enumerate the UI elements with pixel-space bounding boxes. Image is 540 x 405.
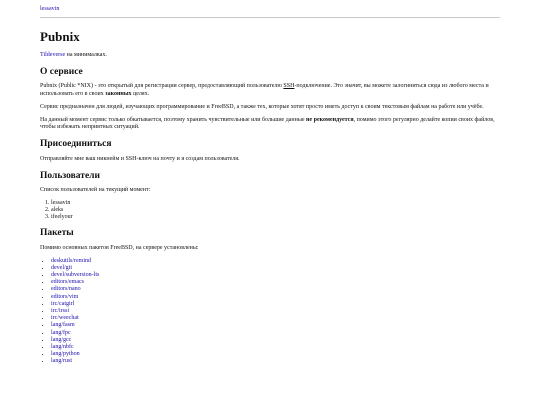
join-text: Отправляйте мне ваш никнейм и SSH-ключ на почту и я создам пользователя. [40, 155, 240, 162]
package-item [51, 294, 500, 301]
about-heading: О сервисе [40, 66, 83, 77]
package-item [51, 265, 500, 272]
package-link[interactable]: irc/catgirl [51, 300, 75, 307]
package-link[interactable]: lang/fpc [51, 329, 71, 336]
about-paragraph-1 [40, 83, 500, 99]
package-link[interactable]: editors/nano [51, 286, 81, 293]
about-p1-part-b: -подключение. Это значит, вы можете залогиниться сюда из любого места и использовать его в своих [40, 83, 489, 98]
tildeverse-link[interactable]: Tildeverse [40, 52, 66, 58]
package-link[interactable]: devel/subversion-lts [51, 272, 100, 279]
package-item [51, 286, 500, 293]
users-heading: Пользователи [40, 170, 100, 181]
package-item [51, 301, 500, 308]
package-item [51, 322, 500, 329]
package-link[interactable]: lang/nbfc [51, 343, 74, 350]
ssh-abbr: SSH [283, 83, 295, 90]
about-p1-part-a: Pubnix (Public *NIX) - это открытый для регистрации сервер, предоставляющий пользователю [40, 83, 284, 90]
intro-rest: на минималках. [65, 52, 107, 58]
package-item [51, 308, 500, 315]
header-divider [40, 17, 500, 18]
package-link[interactable]: devel/git [51, 264, 72, 271]
package-link[interactable]: irc/irssi [51, 308, 69, 315]
packages-text: Помимо основных пакетов FreeBSD, на сервере установлены: [40, 244, 199, 251]
packages-heading: Пакеты [40, 228, 74, 239]
package-link[interactable]: deskutils/remind [51, 257, 91, 264]
package-link[interactable]: lang/gcc [51, 336, 72, 343]
page-content [40, 6, 500, 372]
join-heading: Присоединиться [40, 139, 112, 150]
about-paragraph-3 [40, 117, 500, 133]
package-item [51, 315, 500, 322]
package-link[interactable]: editors/emacs [51, 279, 84, 286]
package-item [51, 358, 500, 365]
about-p3-bold: не рекомендуется [306, 116, 354, 123]
package-item [51, 351, 500, 358]
packages-list [40, 258, 500, 366]
users-list [40, 200, 500, 222]
home-link[interactable]: lessavin [40, 6, 60, 12]
about-paragraph-2: Сервис предназначен для людей, изучающих программирование и FreeBSD, а также тех, которые хотят просто иметь доступ к своим текстовым файлам на работе или учёбе. [40, 103, 484, 110]
top-nav [40, 6, 500, 15]
package-link[interactable]: lang/python [51, 351, 80, 358]
about-p1-part-c: целях. [131, 91, 150, 98]
package-link[interactable]: irc/weechat [51, 315, 79, 322]
package-link[interactable]: editors/vim [51, 293, 79, 300]
package-link[interactable]: lang/rust [51, 358, 72, 365]
about-p3-part-b: , помимо этого регулярно делайте копии своих файлов, чтобы избежать неприятных ситуаций. [40, 116, 495, 131]
user-item: 1. lessavin [51, 200, 500, 207]
about-p1-bold: законных [105, 91, 132, 98]
user-item: 3. ifeelyour [51, 214, 500, 221]
package-item [51, 330, 500, 337]
users-text: Список пользователей на текущий момент: [40, 187, 151, 194]
package-item [51, 258, 500, 265]
user-item: 2. aleks [51, 207, 500, 214]
package-item [51, 337, 500, 344]
package-link[interactable]: lang/fasm [51, 322, 75, 329]
intro-text [40, 52, 500, 60]
package-item [51, 344, 500, 351]
package-item [51, 279, 500, 286]
about-p3-part-a: На данный момент сервис только обкатывается, поэтому хранить чувствительные или большие данные [40, 116, 307, 123]
package-item [51, 272, 500, 279]
page-title: Pubnix [40, 29, 80, 44]
